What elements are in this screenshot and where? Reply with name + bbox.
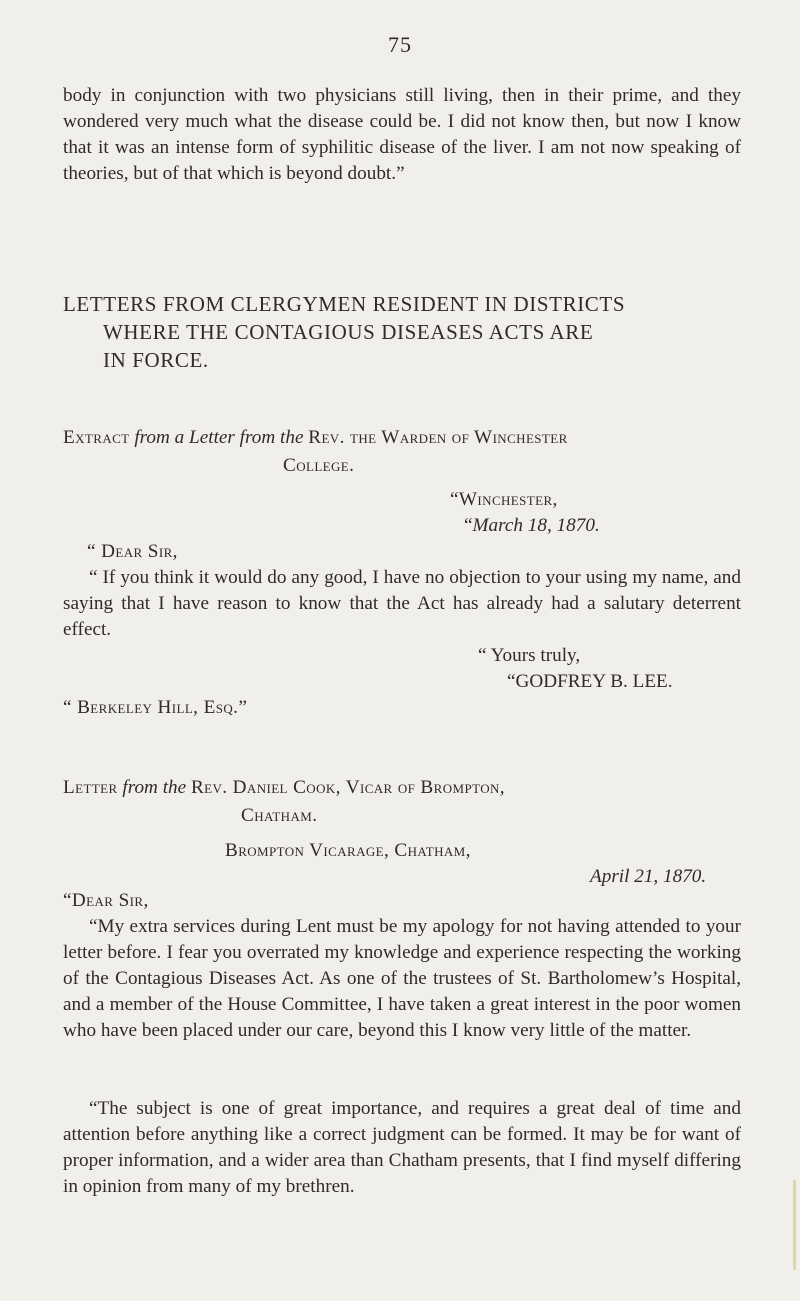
letter1-date-line (464, 513, 600, 539)
page-number: 75 (388, 32, 412, 57)
letter1-salutation: “ Dear Sir, (87, 541, 178, 562)
letter2-date-line (590, 864, 706, 890)
caption-from: from the (122, 777, 187, 798)
heading-line-1: LETTERS FROM CLERGYMEN RESIDENT IN DISTRICTS (63, 292, 626, 316)
margin-stain (793, 1180, 796, 1270)
letter2-paragraph-2: “The subject is one of great importance, and requires a great deal of time and attention before anything like a correct judgment can be formed. It may be for want of proper information, and a wider area than Chatham presents, that I find myself differing in opinion from many of my brethren. (63, 1098, 741, 1197)
letter1-body: “ If you think it would do any good, I have no objection to your using my name, and saying that I have reason to know that the Act has already had a salutary deterrent effect. (63, 567, 741, 640)
caption-chatham: Chatham. (241, 805, 318, 826)
section-heading (63, 290, 743, 374)
caption-rev: Rev. the Warden of Winchester (308, 427, 568, 448)
letter2-place: Brompton Vicarage, Chatham, (225, 840, 471, 861)
caption-extract: Extract (63, 427, 130, 448)
letter1-caption (63, 424, 743, 480)
letter1-recipient: “ Berkeley Hill, Esq.” (63, 697, 248, 718)
intro-paragraph: body in conjunction with two physicians still living, then in their prime, and they wondered very much what the disease could be. I did not know then, but now I know that it was an intense form of syphilitic disease of the liver. I am not now speaking of theories, but of that which is beyond doubt.” (63, 85, 741, 184)
letter1-closing: “ Yours truly, (478, 645, 581, 666)
letter1-signature: “GODFREY B. LEE. (507, 671, 673, 692)
letter1-date: March 18, 1870. (472, 515, 600, 536)
letter2-date: April 21, 1870. (590, 866, 707, 887)
letter2-salutation: “Dear Sir, (63, 890, 149, 911)
letter1-date-quote: “ (464, 515, 473, 536)
caption-from: from a Letter from the (134, 427, 304, 448)
letter1-place: “Winchester, (450, 489, 558, 510)
caption-rev: Rev. Daniel Cook, Vicar of Brompton, (190, 777, 505, 798)
letter2-caption (63, 774, 743, 830)
caption-college: College. (283, 455, 355, 476)
letter2-paragraph-1: “My extra services during Lent must be my apology for not having attended to your letter before. I fear you overrated my knowledge and experience respecting the working of the Contagious Diseases Act. As one of the trustees of St. Bartholomew’s Hospital, and a member of the House Committee, I have taken a great interest in the poor women who have been placed under our care, beyond this I know very little of the matter. (63, 916, 741, 1041)
heading-line-3: IN FORCE. (103, 348, 209, 372)
caption-letter: Letter (63, 777, 118, 798)
heading-line-2: WHERE THE CONTAGIOUS DISEASES ACTS ARE (103, 320, 594, 344)
